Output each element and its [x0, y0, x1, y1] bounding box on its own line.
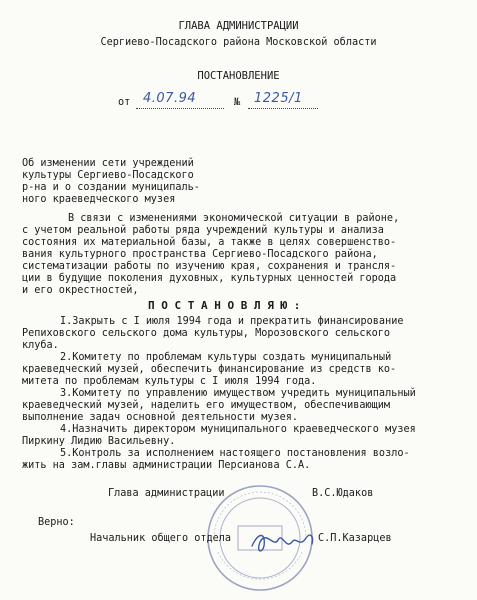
- decree-item: 3.Комитету по управлению имуществом учредить муниципальный: [60, 388, 416, 399]
- decree-item-cont: Пиркину Лидию Васильевну.: [22, 436, 176, 447]
- number-underline: [248, 108, 318, 109]
- decree-item: I.Закрыть с I июля 1994 года и прекратить финансирование: [60, 316, 404, 327]
- decree-item-cont: краеведческий музей, наделить его имуществом, обеспечивающим: [22, 400, 391, 411]
- decree-item-cont: краеведческий музей, обеспечить финансирование из средств ко-: [22, 364, 397, 375]
- preamble-line: вания культурного пространства Сергиево-Посадского района,: [22, 249, 378, 260]
- certification-position: Начальник общего отдела: [90, 533, 232, 544]
- certification-name: С.П.Казарцев: [318, 533, 392, 544]
- decree-item: 4.Назначить директором муниципального краеведческого музея: [60, 424, 416, 435]
- document-type: ПОСТАНОВЛЕНИЕ: [197, 70, 280, 82]
- decree-item: 5.Контроль за исполнением настоящего постановления возло-: [60, 448, 410, 459]
- signature-name: В.С.Юдаков: [312, 488, 374, 499]
- header-subtitle: Сергиево-Посадского района Московской области: [100, 37, 377, 48]
- date-handwritten: 4.07.94: [143, 91, 197, 106]
- preamble-line: с учетом реальной работы ряда учреждений культуры и анализа: [22, 225, 384, 236]
- preamble-line: состояния их материальной базы, а также в целях совершенство-: [22, 237, 397, 248]
- decree-item-cont: выполнение задач основной деятельности музея.: [22, 412, 299, 423]
- decree-item: 2.Комитету по проблемам культуры создать муниципальный: [60, 352, 392, 363]
- decree-item-cont: жить на зам.главы администрации Персианова С.А.: [22, 460, 311, 471]
- number-prefix: №: [234, 97, 241, 108]
- subject-line: ного краеведческого музея: [22, 194, 176, 205]
- preamble-line: систематизации работы по изучению края, сохранения и трансля-: [22, 261, 397, 272]
- date-prefix: от: [118, 97, 131, 108]
- decree-word: П О С Т А Н О В Л Я Ю :: [148, 299, 301, 312]
- subject-line: р-на и о создании муниципаль-: [22, 182, 200, 193]
- subject-line: Об изменении сети учреждений: [22, 158, 194, 169]
- header-title: ГЛАВА АДМИНИСТРАЦИИ: [178, 20, 299, 32]
- preamble-line: ции в будущие поколения духовных, культурных ценностей города: [22, 273, 397, 284]
- subject-line: культуры Сергиево-Посадского: [22, 170, 194, 181]
- preamble-line: В связи с изменениями экономической ситуации в районе,: [68, 213, 400, 224]
- date-underline: [136, 108, 224, 109]
- decree-item-cont: Репиховского сельского дома культуры, Морозовского сельского: [22, 328, 391, 339]
- number-handwritten: 1225/1: [254, 91, 303, 106]
- certification-label: Верно:: [38, 517, 75, 528]
- decree-item-cont: клуба.: [22, 340, 59, 351]
- decree-item-cont: митета по проблемам культуры с I июля 1994 года.: [22, 376, 317, 387]
- signature-title: Глава администрации: [108, 488, 225, 499]
- handwritten-signature: [248, 522, 318, 560]
- preamble-line: и его окрестностей,: [22, 285, 139, 296]
